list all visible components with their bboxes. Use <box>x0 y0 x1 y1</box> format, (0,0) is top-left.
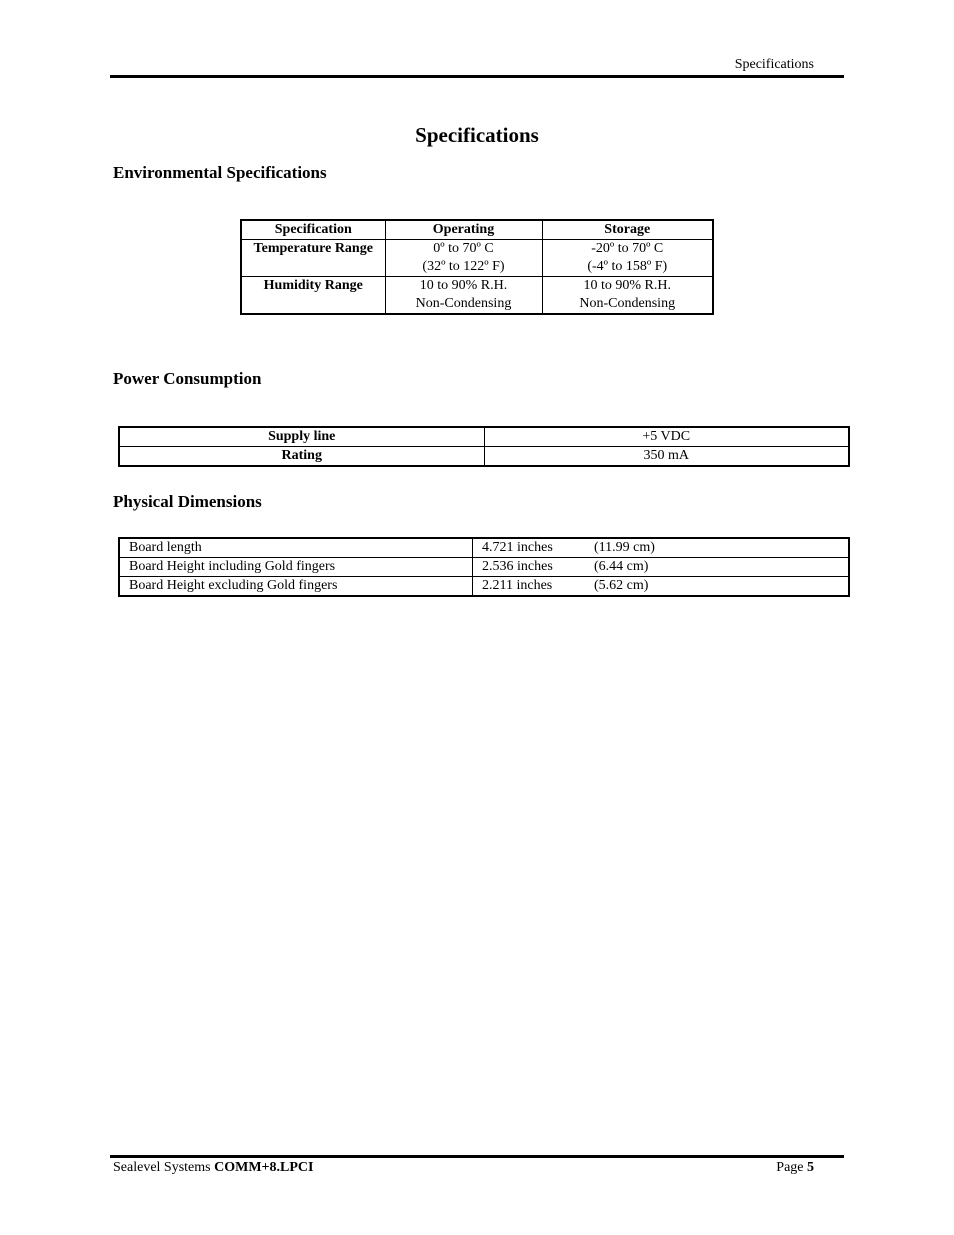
cell-line: 10 to 90% R.H. <box>419 278 508 293</box>
cell-line: 10 to 90% R.H. <box>583 278 671 293</box>
running-header: Specifications <box>734 57 814 72</box>
power-value: 350 mA <box>484 447 849 467</box>
cell-line: 0º to 70º C <box>433 241 494 256</box>
table-row <box>119 558 849 577</box>
footer-company <box>113 1160 313 1176</box>
cell-line: Non-Condensing <box>415 296 512 311</box>
header-rule <box>110 75 844 78</box>
column-header: Specification <box>241 220 385 240</box>
product-name: COMM+8.LPCI <box>214 1160 314 1175</box>
table-header-row <box>241 220 713 240</box>
dimension-cm: (6.44 cm) <box>594 559 649 574</box>
table-row <box>241 277 713 315</box>
power-key: Supply line <box>119 427 484 447</box>
column-header: Storage <box>542 220 713 240</box>
dimension-name: Board Height including Gold fingers <box>119 558 473 577</box>
table-row <box>119 538 849 558</box>
dimension-name: Board length <box>119 538 473 558</box>
dimension-inches: 2.536 inches <box>482 559 553 574</box>
power-table <box>118 426 850 467</box>
page-number-value: 5 <box>807 1160 814 1175</box>
table-row <box>119 577 849 597</box>
page-title: Specifications <box>415 123 539 147</box>
environmental-heading: Environmental Specifications <box>113 163 327 182</box>
dimension-cm: (5.62 cm) <box>594 578 649 593</box>
footer-rule <box>110 1155 844 1158</box>
column-header: Operating <box>385 220 542 240</box>
table-row <box>119 427 849 447</box>
dimensions-heading: Physical Dimensions <box>113 492 262 511</box>
dimension-name: Board Height excluding Gold fingers <box>119 577 473 597</box>
storage-cell <box>542 240 713 277</box>
dimension-cm: (11.99 cm) <box>594 540 655 555</box>
operating-cell <box>385 277 542 315</box>
row-label: Humidity Range <box>241 277 385 315</box>
dimension-value <box>473 538 850 558</box>
power-key: Rating <box>119 447 484 467</box>
dimension-value <box>473 558 850 577</box>
company-name: Sealevel Systems <box>113 1160 211 1175</box>
page-label: Page <box>776 1160 804 1175</box>
dimension-inches: 4.721 inches <box>482 540 553 555</box>
dimensions-table <box>118 537 850 597</box>
power-heading: Power Consumption <box>113 369 262 388</box>
environmental-table <box>240 219 714 315</box>
page-number <box>776 1160 814 1176</box>
row-label: Temperature Range <box>241 240 385 277</box>
cell-line: (-4º to 158º F) <box>587 259 668 274</box>
storage-cell <box>542 277 713 315</box>
table-row <box>241 240 713 277</box>
dimension-value <box>473 577 850 597</box>
cell-line: -20º to 70º C <box>591 241 664 256</box>
dimension-inches: 2.211 inches <box>482 578 553 593</box>
table-row <box>119 447 849 467</box>
cell-line: Non-Condensing <box>579 296 676 311</box>
operating-cell <box>385 240 542 277</box>
cell-line: (32º to 122º F) <box>422 259 505 274</box>
power-value: +5 VDC <box>484 427 849 447</box>
